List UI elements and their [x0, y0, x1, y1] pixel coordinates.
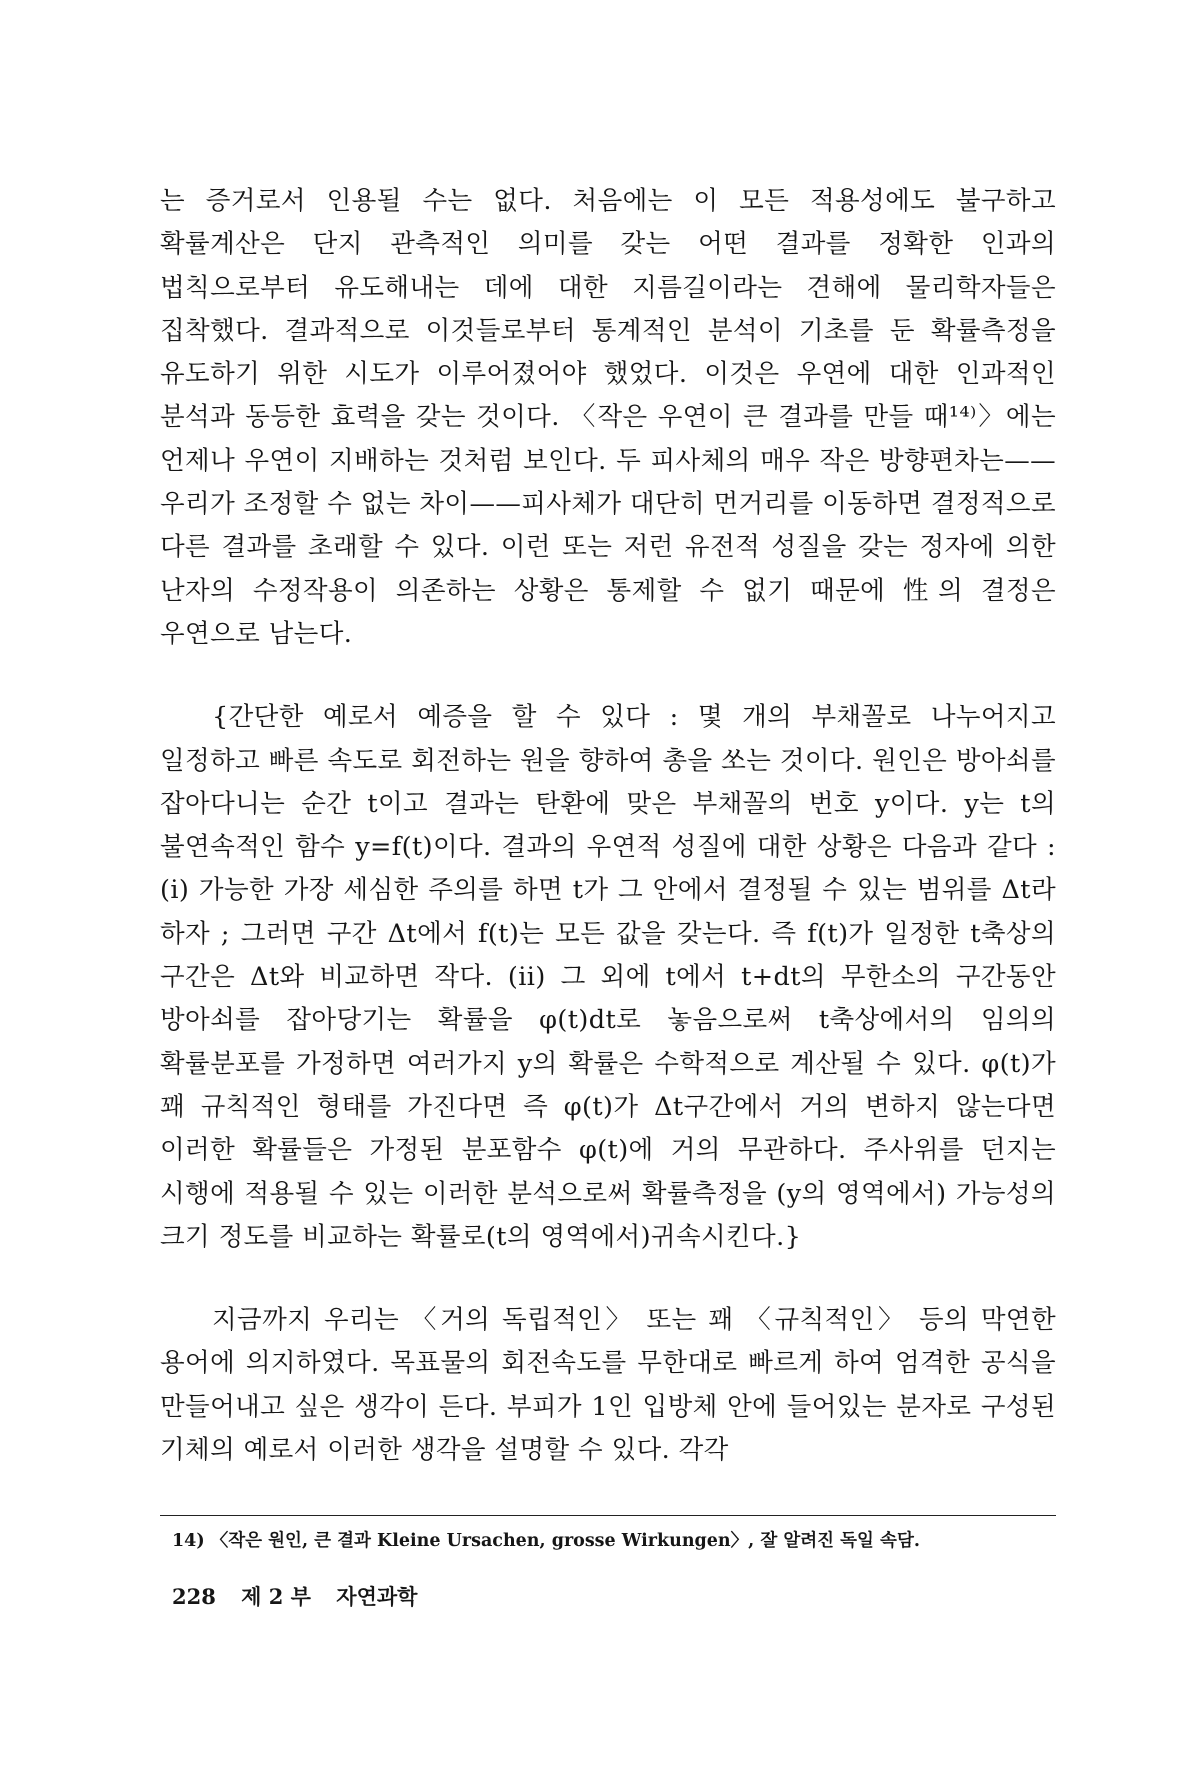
paragraph-2: {간단한 예로서 예증을 할 수 있다 : 몇 개의 부채꼴로 나누어지고 일정하고 빠른 속도로 회전하는 원을 향하여 총을 쏘는 것이다. 원인은 방아쇠를 잡아다니는 순간 t이고 결과는 탄환에 맞은 부채꼴의 번호 y이다. y는 t의 불연속적인 함수 y=f(t)이다. 결과의 우연적 성질에 대한 상황은 다음과 같다 : (i) 가능한 가장 세심한 주의를 하면 t가 그 안에서 결정될 수 있는 범위를 Δt라 하자 ; 그러면 구간 Δt에서 f(t)는 모든 값을 갖는다. 즉 f(t)가 일정한 t축상의 구간은 Δt와 비교하면 작다. (ii) 그 외에 t에서 t+dt의 무한소의 구간동안 방아쇠를 잡아당기는 확률을 φ(t)dt로 놓음으로써 t축상에서의 임의의 확률분포를 가정하면 여러가지 y의 확률은 수학적으로 계산될 수 있다. φ(t)가 꽤 규칙적인 형태를 가진다면 즉 φ(t)가 Δt구간에서 거의 변하지 않는다면 이러한 확률들은 가정된 분포함수 φ(t)에 거의 무관하다. 주사위를 던지는 시행에 적용될 수 있는 이러한 분석으로써 확률측정을 (y의 영역에서) 가능성의 크기 정도를 비교하는 확률로(t의 영역에서)귀속시킨다.}	[160, 702, 1056, 1252]
footnote-divider	[160, 1515, 1056, 1516]
section-label: 자연과학	[336, 1584, 418, 1609]
paragraph-1: 는 증거로서 인용될 수는 없다. 처음에는 이 모든 적용성에도 불구하고 확률계산은 단지 관측적인 의미를 갖는 어떤 결과를 정확한 인과의 법칙으로부터 유도해내는 데에 대한 지름길이라는 견해에 물리학자들은 집착했다. 결과적으로 이것들로부터 통계적인 분석이 기초를 둔 확률측정을 유도하기 위한 시도가 이루어졌어야 했었다. 이것은 우연에 대한 인과적인 분석과 동등한 효력을 갖는 것이다. 〈작은 우연이 큰 결과를 만들 때¹⁴⁾〉에는 언제나 우연이 지배하는 것처럼 보인다. 두 피사체의 매우 작은 방향편차는——우리가 조정할 수 없는 차이——피사체가 대단히 먼거리를 이동하면 결정적으로 다른 결과를 초래할 수 있다. 이런 또는 저런 유전적 성질을 갖는 정자에 의한 난자의 수정작용이 의존하는 상황은 통제할 수 없기 때문에 性의 결정은 우연으로 남는다.	[160, 186, 1056, 649]
page-footer	[172, 1582, 435, 1612]
page-number: 228	[172, 1584, 216, 1609]
part-label: 제 2 부	[241, 1584, 311, 1609]
footnote: 14) 〈작은 원인, 큰 결과 Kleine Ursachen, grosse Wirkungen〉, 잘 알려진 독일 속담.	[172, 1531, 920, 1551]
page-body	[160, 180, 1056, 1472]
paragraph-3: 지금까지 우리는 〈거의 독립적인〉 또는 꽤 〈규칙적인〉 등의 막연한 용어에 의지하였다. 목표물의 회전속도를 무한대로 빠르게 하여 엄격한 공식을 만들어내고 싶은 생각이 든다. 부피가 1인 입방체 안에 들어있는 분자로 구성된 기체의 예로서 이러한 생각을 설명할 수 있다. 각각	[160, 1305, 1056, 1466]
